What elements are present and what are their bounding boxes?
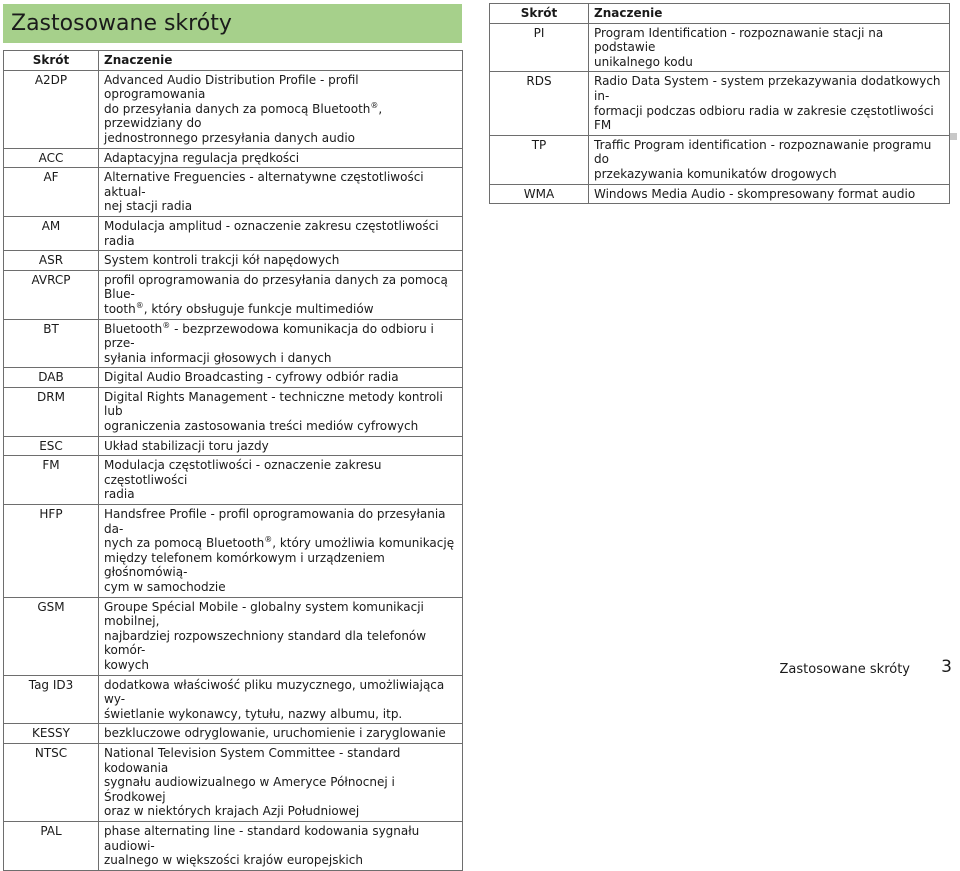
abbreviation-cell: PI xyxy=(490,23,589,72)
abbreviation-cell: A2DP xyxy=(4,70,99,148)
meaning-text: Alternative Freguencies - alternatywne częstotliwości aktual- xyxy=(104,170,424,199)
abbreviation-cell: GSM xyxy=(4,597,99,675)
meaning-text: sygnału audiowizualnego w Ameryce Północnej i Środkowej xyxy=(104,775,395,804)
table-row xyxy=(4,597,463,675)
table-row xyxy=(490,135,950,184)
meaning-text: radia xyxy=(104,487,135,502)
abbreviation-cell: KESSY xyxy=(4,724,99,744)
meaning-line xyxy=(594,74,944,103)
abbreviation-cell: ASR xyxy=(4,251,99,271)
meaning-cell xyxy=(99,368,463,388)
meaning-cell xyxy=(99,821,463,870)
meaning-line xyxy=(104,600,457,629)
meaning-text: Handsfree Profile - profil oprogramowania do przesyłania da- xyxy=(104,507,446,536)
meaning-line xyxy=(104,775,457,804)
table-row xyxy=(4,270,463,319)
meaning-text: Program Identification - rozpoznawanie stacji na podstawie xyxy=(594,25,884,55)
meaning-cell xyxy=(99,456,463,505)
meaning-text: Adaptacyjna regulacja prędkości xyxy=(104,150,300,165)
meaning-line xyxy=(104,170,457,199)
meaning-text: Windows Media Audio - skompresowany format audio xyxy=(594,186,916,201)
meaning-text: phase alternating line - standard kodowania sygnału audiowi- xyxy=(104,823,420,853)
meaning-line xyxy=(104,219,457,248)
meaning-text: bezkluczowe odryglowanie, uruchomienie i zaryglowanie xyxy=(104,726,446,741)
page-number: 3 xyxy=(941,657,952,677)
meaning-line xyxy=(594,55,944,70)
meaning-line xyxy=(104,707,457,722)
section-end-marker xyxy=(950,133,957,140)
meaning-text: formacji podczas odbioru radia w zakresie częstotliwości FM xyxy=(594,103,934,133)
meaning-line xyxy=(104,678,457,707)
meaning-line xyxy=(104,726,457,741)
table-row xyxy=(4,168,463,217)
table-row xyxy=(490,184,950,204)
registered-mark: ® xyxy=(162,320,171,330)
meaning-text: cym w samochodzie xyxy=(104,580,226,594)
meaning-line xyxy=(594,138,944,167)
table-row xyxy=(4,368,463,388)
meaning-cell xyxy=(589,135,950,184)
abbreviations-table-right xyxy=(489,3,950,204)
meaning-cell xyxy=(99,597,463,675)
meaning-text: profil oprogramowania do przesyłania danych za pomocą Blue- xyxy=(104,272,448,302)
registered-mark: ® xyxy=(135,300,144,310)
registered-mark: ® xyxy=(370,100,379,110)
meaning-cell xyxy=(99,743,463,821)
meaning-cell xyxy=(99,70,463,148)
abbreviation-cell: ACC xyxy=(4,148,99,168)
meaning-line xyxy=(104,580,457,595)
meaning-line xyxy=(104,746,457,775)
meaning-text: Digital Rights Management - techniczne metody kontroli lub xyxy=(104,389,443,419)
meaning-line xyxy=(104,419,457,434)
meaning-text: Radio Data System - system przekazywania dodatkowych in- xyxy=(594,74,941,103)
meaning-text: kowych xyxy=(104,657,149,672)
meaning-cell xyxy=(99,675,463,724)
abbreviation-cell: Tag ID3 xyxy=(4,675,99,724)
meaning-cell xyxy=(99,319,463,368)
meaning-line xyxy=(594,26,944,55)
table-row xyxy=(4,251,463,271)
meaning-text: Traffic Program identification - rozpoznawanie programu do xyxy=(594,137,932,167)
abbreviation-cell: AVRCP xyxy=(4,270,99,319)
meaning-text: syłania informacji głosowych i danych xyxy=(104,350,332,365)
meaning-line xyxy=(104,302,457,317)
table-row xyxy=(4,743,463,821)
meaning-line xyxy=(594,167,944,182)
meaning-cell xyxy=(99,724,463,744)
meaning-text: National Television System Committee - standard kodowania xyxy=(104,745,401,775)
page-title: Zastosowane skróty xyxy=(11,11,232,36)
meaning-text: oraz w niektórych krajach Azji Południowej xyxy=(104,804,360,819)
table-row xyxy=(4,70,463,148)
meaning-text: między telefonem komórkowym i urządzeniem głośnomówią- xyxy=(104,550,385,580)
meaning-line xyxy=(104,824,457,853)
meaning-text: nej stacji radia xyxy=(104,199,193,214)
table-row xyxy=(4,216,463,250)
meaning-line xyxy=(104,658,457,673)
meaning-cell xyxy=(99,387,463,436)
column-header-abbreviation: Skrót xyxy=(4,51,99,71)
meaning-text: System kontroli trakcji kół napędowych xyxy=(104,253,340,268)
registered-mark: ® xyxy=(264,535,273,545)
table-row xyxy=(4,387,463,436)
meaning-line xyxy=(104,629,457,658)
abbreviation-cell: PAL xyxy=(4,821,99,870)
meaning-text: dodatkowa właściwość pliku muzycznego, umożliwiająca wy- xyxy=(104,677,445,707)
meaning-cell xyxy=(589,184,950,204)
meaning-text: Bluetooth xyxy=(104,321,163,336)
table-row xyxy=(490,23,950,72)
meaning-cell xyxy=(99,148,463,168)
meaning-line xyxy=(104,439,457,454)
meaning-line xyxy=(104,853,457,868)
meaning-line xyxy=(104,199,457,214)
table-row xyxy=(4,724,463,744)
meaning-line xyxy=(104,487,457,502)
meaning-text: świetlanie wykonawcy, tytułu, nazwy albumu, itp. xyxy=(104,706,403,721)
abbreviation-cell: FM xyxy=(4,456,99,505)
abbreviation-cell: NTSC xyxy=(4,743,99,821)
meaning-cell xyxy=(99,505,463,598)
meaning-text: ograniczenia zastosowania treści mediów cyfrowych xyxy=(104,419,419,434)
abbreviation-cell: DAB xyxy=(4,368,99,388)
meaning-cell xyxy=(99,270,463,319)
table-row xyxy=(4,675,463,724)
table-header-row xyxy=(4,51,463,71)
table-row xyxy=(4,821,463,870)
meaning-line xyxy=(104,73,457,102)
meaning-cell xyxy=(99,251,463,271)
meaning-text: nych za pomocą Bluetooth xyxy=(104,536,265,551)
abbreviation-cell: AM xyxy=(4,216,99,250)
column-header-meaning: Znaczenie xyxy=(589,4,950,24)
meaning-text: unikalnego kodu xyxy=(594,54,693,69)
abbreviations-table-left xyxy=(3,50,463,871)
meaning-text: zualnego w większości krajów europejskich xyxy=(104,853,363,868)
meaning-line xyxy=(104,322,457,351)
meaning-line xyxy=(104,458,457,487)
meaning-text: Advanced Audio Distribution Profile - profil oprogramowania xyxy=(104,72,359,102)
meaning-text: , który umożliwia komunikację xyxy=(272,536,455,551)
meaning-text: jednostronnego przesyłania danych audio xyxy=(104,130,356,145)
meaning-line xyxy=(104,536,457,551)
column-header-abbreviation: Skrót xyxy=(490,4,589,24)
table-row xyxy=(4,436,463,456)
table-header-row xyxy=(490,4,950,24)
meaning-text: Digital Audio Broadcasting - cyfrowy odbiór radia xyxy=(104,370,399,385)
table-row xyxy=(4,456,463,505)
meaning-text: Układ stabilizacji toru jazdy xyxy=(104,438,269,453)
meaning-line xyxy=(104,507,457,536)
meaning-text: , przewidziany do xyxy=(104,101,383,131)
meaning-text: tooth xyxy=(104,301,136,316)
page-header xyxy=(3,4,462,43)
meaning-line xyxy=(104,151,457,166)
meaning-line xyxy=(104,351,457,366)
meaning-text: przekazywania komunikatów drogowych xyxy=(594,166,837,181)
table-row xyxy=(4,319,463,368)
meaning-text: do przesyłania danych za pomocą Bluetooth xyxy=(104,101,371,116)
abbreviation-cell: DRM xyxy=(4,387,99,436)
meaning-text: - bezprzewodowa komunikacja do odbioru i prze- xyxy=(104,321,434,351)
meaning-line xyxy=(104,102,457,131)
footer-section-title: Zastosowane skróty xyxy=(779,662,910,677)
abbreviation-cell: TP xyxy=(490,135,589,184)
meaning-line xyxy=(594,187,944,202)
meaning-cell xyxy=(99,216,463,250)
meaning-cell xyxy=(99,168,463,217)
table-row xyxy=(490,72,950,135)
meaning-line xyxy=(104,370,457,385)
abbreviation-cell: WMA xyxy=(490,184,589,204)
abbreviation-cell: HFP xyxy=(4,505,99,598)
abbreviation-cell: BT xyxy=(4,319,99,368)
meaning-text: najbardziej rozpowszechniony standard dla telefonów komór- xyxy=(104,628,427,658)
meaning-line xyxy=(104,551,457,580)
meaning-line xyxy=(104,273,457,302)
meaning-cell xyxy=(99,436,463,456)
meaning-text: Groupe Spécial Mobile - globalny system komunikacji mobilnej, xyxy=(104,599,424,629)
abbreviation-cell: RDS xyxy=(490,72,589,135)
column-header-meaning: Znaczenie xyxy=(99,51,463,71)
meaning-line xyxy=(104,253,457,268)
meaning-cell xyxy=(589,23,950,72)
meaning-line xyxy=(104,131,457,146)
meaning-cell xyxy=(589,72,950,135)
meaning-text: Modulacja częstotliwości - oznaczenie zakresu częstotliwości xyxy=(104,458,382,487)
abbreviation-cell: AF xyxy=(4,168,99,217)
meaning-line xyxy=(104,390,457,419)
abbreviation-cell: ESC xyxy=(4,436,99,456)
meaning-text: Modulacja amplitud - oznaczenie zakresu częstotliwości radia xyxy=(104,218,439,248)
meaning-text: , który obsługuje funkcje multimediów xyxy=(143,301,374,316)
table-row xyxy=(4,148,463,168)
meaning-line xyxy=(104,804,457,819)
table-row xyxy=(4,505,463,598)
meaning-line xyxy=(594,104,944,133)
